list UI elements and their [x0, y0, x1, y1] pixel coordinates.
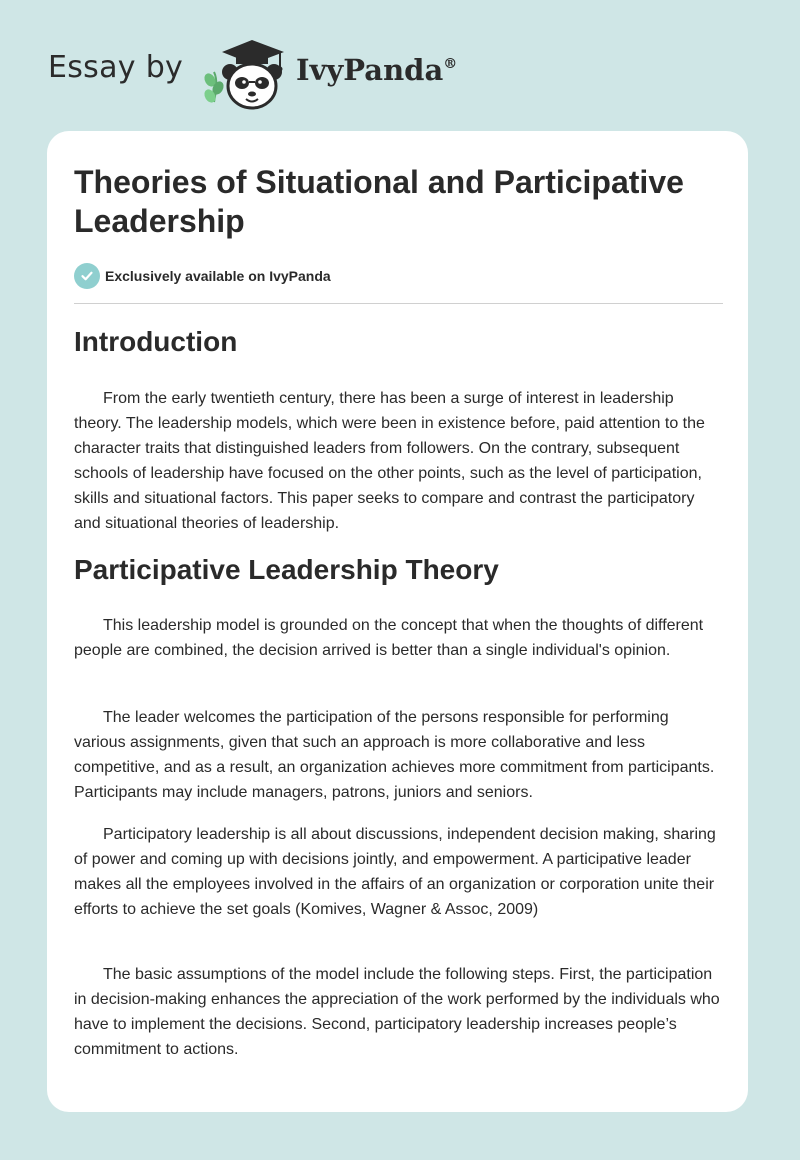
- ivy-leaf-icon: [202, 71, 226, 104]
- essay-by-label: Essay by: [48, 50, 184, 85]
- site-header: [0, 0, 800, 120]
- exclusive-badge: [74, 263, 331, 289]
- check-icon: [74, 263, 100, 289]
- paragraph: Participatory leadership is all about discussions, independent decision making, sharing of power and coming up with decisions jointly, and empowerment. A participative leader makes all the employees involved in the affairs of an organization or corporation unite their efforts to achieve the set goals (Komives, Wagner & Assoc, 2009): [74, 826, 716, 918]
- paragraph: This leadership model is grounded on the concept that when the thoughts of different people are combined, the decision arrived is better than a single individual's opinion.: [74, 617, 704, 659]
- section-heading-introduction: Introduction: [74, 326, 238, 357]
- paragraph: From the early twentieth century, there has been a surge of interest in leadership theory. The leadership models, which were been in existence before, paid attention to the character traits that distinguished leaders from followers. On the contrary, subsequent schools of leadership have focused on the other points, such as the level of participation, skills and situational factors. This paper seeks to compare and contrast the participatory and situational theories of leadership.: [74, 390, 705, 532]
- section-heading-participative: Participative Leadership Theory: [74, 554, 499, 585]
- panda-logo-icon[interactable]: [200, 36, 292, 112]
- paragraph: The leader welcomes the participation of the persons responsible for performing various assignments, given that such an approach is more collaborative and less competitive, and as a result, an organization achieves more commitment from participants. Participants may include managers, patrons, juniors and seniors.: [74, 709, 715, 801]
- page-title: Theories of Situational and Participative Leadership: [74, 164, 684, 239]
- paragraph: The basic assumptions of the model include the following steps. First, the participation in decision-making enhances the appreciation of the work performed by the individuals who have to implement the decisions. Second, participatory leadership increases people’s commitment to actions.: [74, 966, 720, 1058]
- brand-name[interactable]: [296, 53, 457, 87]
- badge-label: Exclusively available on IvyPanda: [105, 268, 331, 284]
- registered-mark: ®: [443, 56, 458, 72]
- brand-text: IvyPanda: [296, 53, 444, 87]
- divider: [74, 303, 723, 304]
